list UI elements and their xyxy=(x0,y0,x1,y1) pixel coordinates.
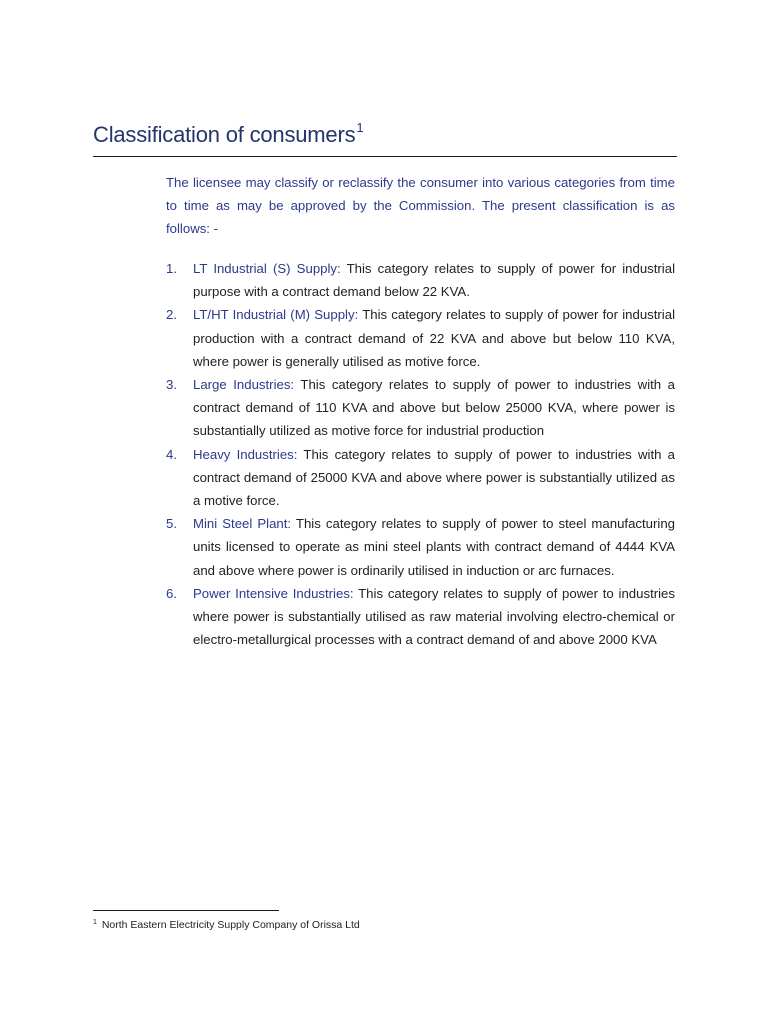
list-item-term: LT Industrial (S) Supply: xyxy=(193,261,341,276)
intro-paragraph: The licensee may classify or reclassify the consumer into various categories from time to time as may be approved by the Commission. The present classification is as follows: - xyxy=(166,175,675,237)
list-item-number: 5. xyxy=(166,516,177,532)
consumer-category-list xyxy=(166,257,675,651)
list-item xyxy=(166,582,675,652)
list-item-text: This category relates to supply of power for industrial purpose with a contract demand below 22 KVA. xyxy=(193,261,675,300)
list-item-term: Power Intensive Industries: xyxy=(193,585,354,601)
list-item xyxy=(166,303,675,373)
footnote xyxy=(93,919,360,931)
list-item-number: 1. xyxy=(166,261,177,276)
list-item-number: 2. xyxy=(166,307,177,323)
list-item-number: 4. xyxy=(166,446,177,462)
page-title-text: Classification of consumers xyxy=(93,122,356,147)
list-item-term: Heavy Industries: xyxy=(193,446,298,462)
list-item-text: This category relates to supply of power for industrial production with a contract demand of 22 KVA and above but below 110 KVA, where power is generally utilised as motive force. xyxy=(193,307,675,369)
list-item-term: Large Industries: xyxy=(193,377,295,393)
list-item-term: LT/HT Industrial (M) Supply: xyxy=(193,307,359,323)
list-item-text: This category relates to supply of power to steel manufacturing units licensed to operate as mini steel plants with contract demand of 4444 KVA and above where power is ordinarily utilised in induction or arc furnaces. xyxy=(193,516,675,578)
page-title xyxy=(93,122,363,148)
list-item-text: This category relates to supply of power to industries where power is substantially utilised as raw material involving electro-chemical or electro-metallurgical processes with a contract demand of and above 2000 KVA xyxy=(193,585,675,648)
footnote-mark: 1 xyxy=(93,919,97,926)
title-underline xyxy=(93,156,677,157)
footnote-text: North Eastern Electricity Supply Company of Orissa Ltd xyxy=(98,919,360,931)
list-item-number: 6. xyxy=(166,585,177,601)
list-item xyxy=(166,257,675,303)
list-item-text: This category relates to supply of power to industries with a contract demand of 25000 KVA and above where power is substantially utilized as a motive force. xyxy=(193,446,675,509)
list-item-term: Mini Steel Plant: xyxy=(193,516,292,532)
footnote-separator xyxy=(93,910,279,911)
list-item-number: 3. xyxy=(166,377,177,393)
list-item xyxy=(166,373,675,443)
list-item xyxy=(166,443,675,513)
list-item xyxy=(166,512,675,582)
footnote-reference[interactable]: 1 xyxy=(356,120,364,135)
list-item-text: This category relates to supply of power to industries with a contract demand of 110 KVA and above but below 25000 KVA, where power is substantially utilized as motive force for industrial production xyxy=(193,377,675,439)
